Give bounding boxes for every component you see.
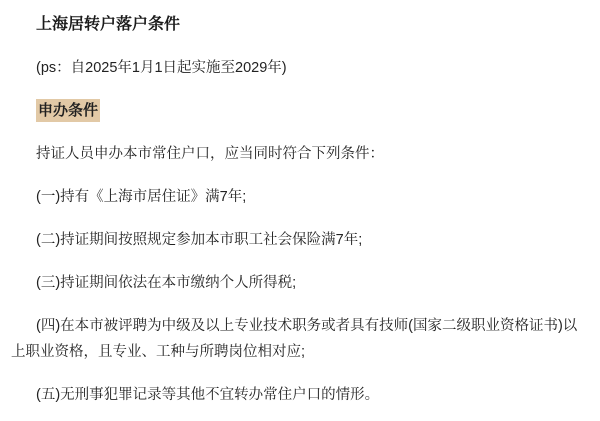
condition-item-1: (一)持有《上海市居住证》满7年;	[36, 189, 247, 205]
section-heading-highlight: 申办条件	[36, 99, 100, 122]
condition-item-3: (三)持证期间依法在本市缴纳个人所得税;	[36, 275, 297, 291]
condition-item-5: (五)无刑事犯罪记录等其他不宜转办常住户口的情形。	[36, 387, 380, 403]
page-title: 上海居转户落户条件	[36, 16, 181, 33]
section-heading-line	[11, 98, 586, 124]
intro-text: 持证人员申办本市常住户口，应当同时符合下列条件：	[36, 146, 384, 162]
effective-date-note: (ps：自2025年1月1日起实施至2029年)	[36, 60, 287, 76]
condition-item-4: (四)在本市被评聘为中级及以上专业技术职务或者具有技师(国家二级职业资格证书)以上职业资格，且专业、工种与所聘岗位相对应;	[11, 318, 578, 360]
condition-item-2: (二)持证期间按照规定参加本市职工社会保险满7年;	[36, 232, 363, 248]
